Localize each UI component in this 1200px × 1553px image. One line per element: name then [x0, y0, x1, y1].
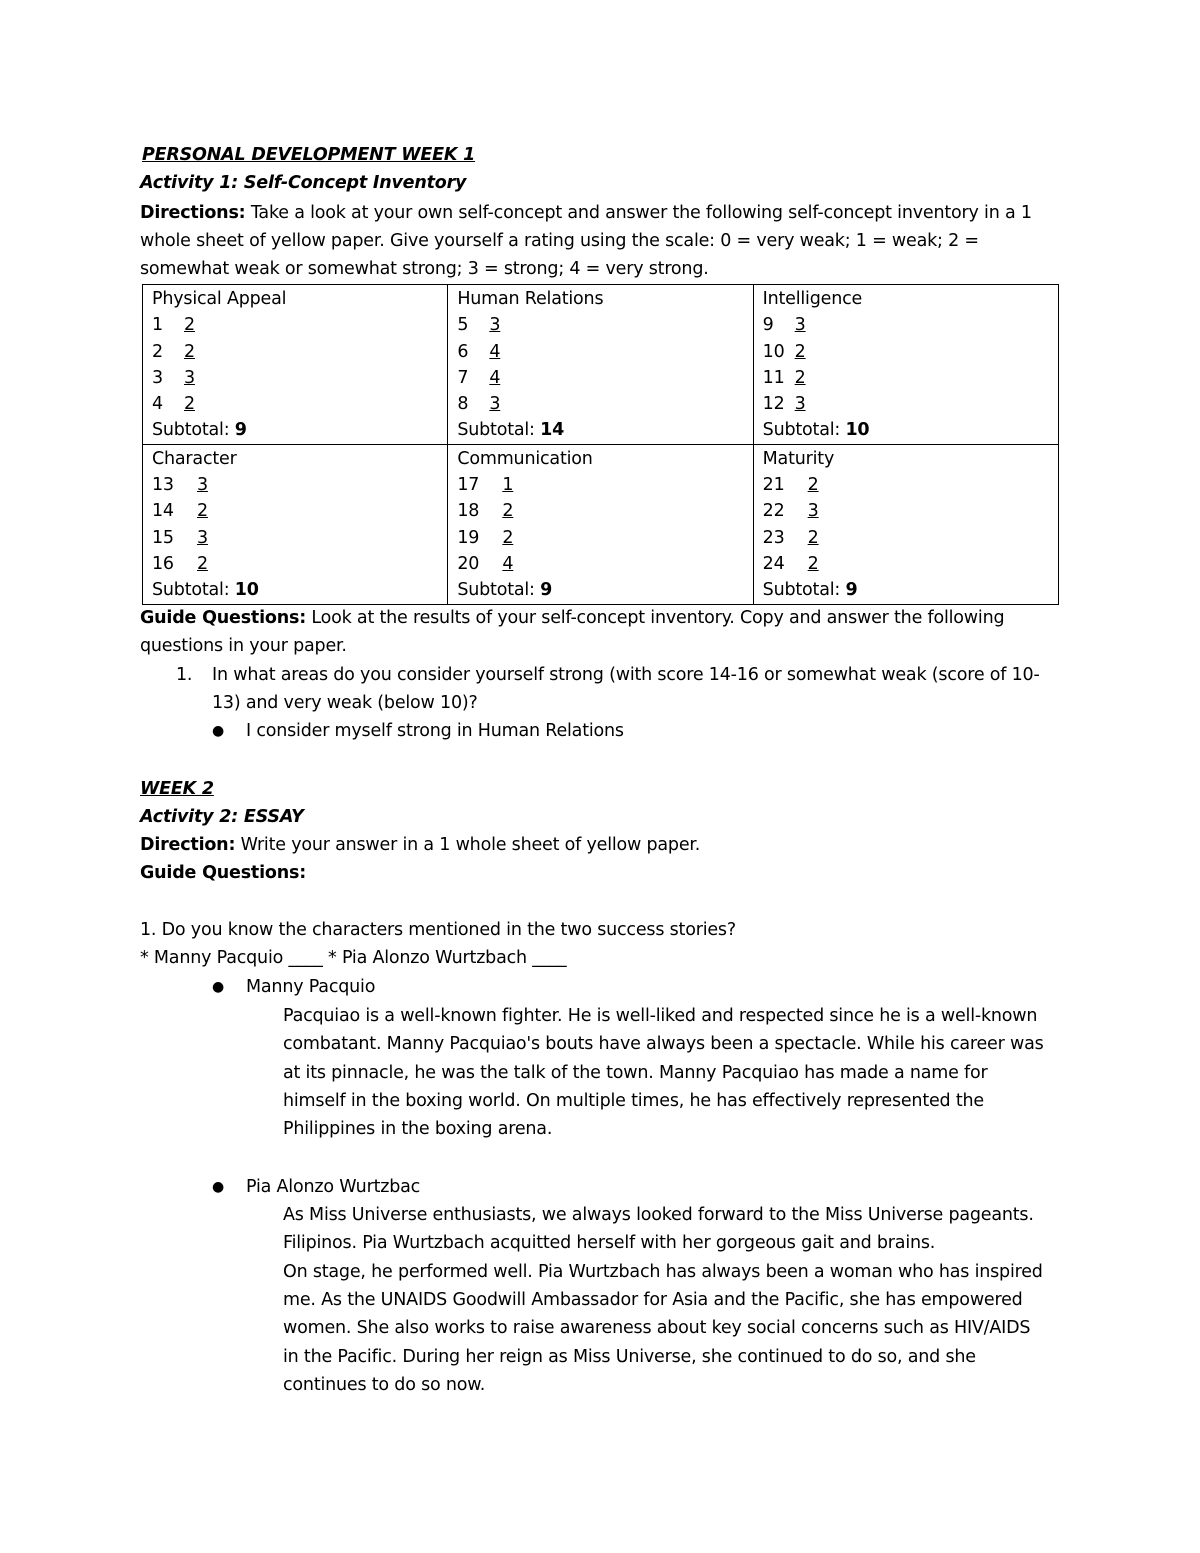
subtotal-label: Subtotal: [457, 580, 541, 601]
inventory-item [763, 525, 1058, 551]
question-1-line-1: In what areas do you consider yourself strong (with score 14-16 or somewhat weak (score of 10- [212, 665, 1040, 685]
inventory-item [457, 498, 752, 524]
item-rating: 3 [794, 315, 806, 336]
category-cell [143, 285, 448, 445]
item-number: 4 [152, 394, 163, 415]
item-rating: 2 [184, 341, 195, 362]
item-number: 9 [762, 315, 774, 336]
paragraph-line: As Miss Universe enthusiasts, we always looked forward to the Miss Universe pageants. [283, 1205, 1034, 1225]
document-title: PERSONAL DEVELOPMENT WEEK 1 [142, 145, 476, 165]
item-rating: 2 [807, 553, 819, 574]
item-number: 16 [152, 553, 174, 574]
item-number: 7 [457, 367, 469, 388]
inventory-item [763, 339, 1058, 365]
essay-question-1: 1. Do you know the characters mentioned in the two success stories? [140, 920, 736, 940]
inventory-item [457, 525, 752, 551]
item-number: 18 [457, 501, 480, 522]
guide-questions-line-2: questions in your paper. [140, 636, 347, 656]
category-cell [448, 444, 753, 604]
inventory-item [152, 365, 447, 391]
item-number: 11 [762, 367, 785, 388]
item-number: 3 [152, 367, 163, 388]
inventory-item [457, 339, 752, 365]
guide-questions-text-1: Look at the results of your self-concept inventory. Copy and answer the following [311, 608, 1005, 628]
subtotal [457, 417, 752, 443]
item-number: 24 [762, 553, 785, 574]
category-name: Physical Appeal [152, 289, 287, 309]
question-number: 1. [176, 665, 193, 685]
answer-1: I consider myself strong in Human Relations [246, 721, 624, 741]
bullet-icon: ● [212, 979, 225, 995]
category-cell [753, 444, 1058, 604]
directions-line-3: somewhat weak or somewhat strong; 3 = strong; 4 = very strong. [140, 259, 709, 279]
item-rating: 3 [197, 527, 208, 548]
paragraph-line: in the Pacific. During her reign as Miss Universe, she continued to do so, and she [283, 1346, 976, 1367]
inventory-item [457, 391, 752, 417]
item-rating: 2 [184, 315, 195, 336]
activity-2-heading: Activity 2: ESSAY [140, 807, 304, 827]
subtotal-value: 9 [540, 580, 553, 601]
item-number: 15 [152, 527, 174, 548]
item-rating: 3 [184, 367, 195, 388]
inventory-item [763, 365, 1058, 391]
item-number: 14 [152, 501, 174, 522]
activity-1-label: Activity 1: [140, 173, 238, 193]
paragraph-line: at its pinnacle, he was the talk of the town. Manny Pacquiao has made a name for [283, 1062, 988, 1083]
subtotal-label: Subtotal: [152, 580, 235, 601]
item-rating: 2 [807, 475, 819, 496]
inventory-item [763, 498, 1058, 524]
subtotal-label: Subtotal: [457, 420, 541, 441]
subtotal-value: 14 [540, 420, 565, 441]
inventory-item [152, 551, 447, 577]
item-rating: 3 [807, 501, 819, 522]
pia-heading: Pia Alonzo Wurtzbac [246, 1177, 421, 1197]
subtotal [457, 577, 752, 603]
paragraph-line: himself in the boxing world. On multiple times, he has effectively represented the [283, 1090, 984, 1111]
inventory-item [152, 312, 447, 338]
item-rating: 2 [502, 501, 514, 522]
directions-label: Directions: [140, 203, 246, 223]
direction-label: Direction: [140, 835, 236, 855]
paragraph-line: women. She also works to raise awareness about key social concerns such as HIV/AIDS [283, 1318, 1031, 1339]
directions-line-1 [140, 199, 1032, 227]
inventory-item [152, 472, 447, 498]
week-2-title: WEEK 2 [140, 779, 214, 799]
inventory-item [763, 391, 1058, 417]
subtotal-value: 9 [845, 580, 858, 601]
item-rating: 2 [197, 553, 208, 574]
essay-question-blanks: * Manny Pacquio ____ * Pia Alonzo Wurtzbach ____ [140, 948, 567, 968]
item-rating: 2 [807, 527, 819, 548]
paragraph-line: continues to do so now. [283, 1374, 486, 1395]
item-rating: 1 [502, 475, 514, 496]
inventory-item [152, 391, 447, 417]
subtotal-value: 9 [234, 420, 247, 441]
manny-heading: Manny Pacquio [246, 977, 376, 997]
category-cell [143, 444, 448, 604]
item-rating: 3 [197, 475, 208, 496]
subtotal-value: 10 [845, 420, 870, 441]
paragraph-line: me. As the UNAIDS Goodwill Ambassador for Asia and the Pacific, she has empowered [283, 1289, 1023, 1310]
subtotal [763, 577, 1058, 603]
self-concept-inventory-table [142, 284, 1059, 605]
category-name: Human Relations [457, 289, 604, 309]
direction-text: Write your answer in a 1 whole sheet of yellow paper. [240, 835, 701, 855]
paragraph-line: combatant. Manny Pacquiao's bouts have always been a spectacle. While his career was [283, 1034, 1044, 1055]
subtotal-value: 10 [234, 580, 259, 601]
inventory-item [763, 472, 1058, 498]
item-rating: 3 [489, 315, 501, 336]
item-rating: 4 [489, 367, 501, 388]
table-row [143, 285, 1059, 445]
inventory-item [152, 498, 447, 524]
paragraph-line: Pacquiao is a well-known fighter. He is well-liked and respected since he is a well-known [283, 1006, 1038, 1026]
item-number: 10 [762, 341, 785, 362]
item-rating: 2 [502, 527, 514, 548]
category-name: Communication [457, 448, 593, 469]
bullet-icon: ● [212, 723, 225, 739]
item-rating: 2 [794, 341, 806, 362]
directions-text-1: Take a look at your own self-concept and answer the following self-concept inventory in a 1 [250, 203, 1032, 223]
item-number: 2 [152, 341, 163, 362]
item-rating: 4 [489, 341, 501, 362]
direction-line [140, 831, 700, 859]
item-number: 1 [152, 315, 163, 336]
inventory-item [457, 472, 752, 498]
category-cell [753, 285, 1058, 445]
inventory-item [763, 551, 1058, 577]
table-row [143, 444, 1059, 604]
item-number: 23 [762, 527, 785, 548]
item-number: 12 [762, 394, 785, 415]
item-number: 17 [457, 475, 480, 496]
subtotal [763, 417, 1058, 443]
inventory-item [457, 551, 752, 577]
item-rating: 3 [794, 394, 806, 415]
paragraph-line: On stage, he performed well. Pia Wurtzbach has always been a woman who has inspired [283, 1261, 1043, 1282]
item-number: 6 [457, 341, 469, 362]
category-cell [448, 285, 753, 445]
item-number: 19 [457, 527, 480, 548]
item-number: 21 [762, 475, 785, 496]
category-name: Maturity [762, 448, 835, 469]
category-name: Character [152, 448, 237, 469]
item-rating: 2 [184, 394, 195, 415]
guide-questions-line-1 [140, 604, 1004, 632]
inventory-item [152, 525, 447, 551]
item-number: 13 [152, 475, 174, 496]
subtotal-label: Subtotal: [762, 580, 846, 601]
inventory-item [152, 339, 447, 365]
guide-questions-2-label: Guide Questions: [140, 863, 306, 883]
inventory-item [457, 365, 752, 391]
paragraph-line: Filipinos. Pia Wurtzbach acquitted herself with her gorgeous gait and brains. [283, 1233, 936, 1254]
bullet-icon: ● [212, 1179, 225, 1195]
subtotal-label: Subtotal: [762, 420, 846, 441]
activity-1-heading [140, 169, 466, 197]
subtotal [152, 417, 447, 443]
item-rating: 3 [489, 394, 501, 415]
question-1-line-2: 13) and very weak (below 10)? [212, 693, 478, 713]
item-rating: 2 [794, 367, 806, 388]
guide-questions-label: Guide Questions: [140, 608, 306, 628]
item-number: 22 [762, 501, 785, 522]
subtotal-label: Subtotal: [152, 420, 235, 441]
item-number: 20 [457, 553, 480, 574]
item-rating: 4 [502, 553, 514, 574]
item-rating: 2 [197, 501, 208, 522]
subtotal [152, 577, 447, 603]
category-name: Intelligence [762, 289, 863, 309]
activity-1-name: Self-Concept Inventory [243, 173, 467, 193]
paragraph-line: Philippines in the boxing arena. [283, 1119, 553, 1140]
item-number: 5 [457, 315, 469, 336]
item-number: 8 [457, 394, 469, 415]
directions-line-2: whole sheet of yellow paper. Give yourself a rating using the scale: 0 = very weak; 1 = weak; 2 = [140, 231, 979, 251]
inventory-item [457, 312, 752, 338]
inventory-item [763, 312, 1058, 338]
